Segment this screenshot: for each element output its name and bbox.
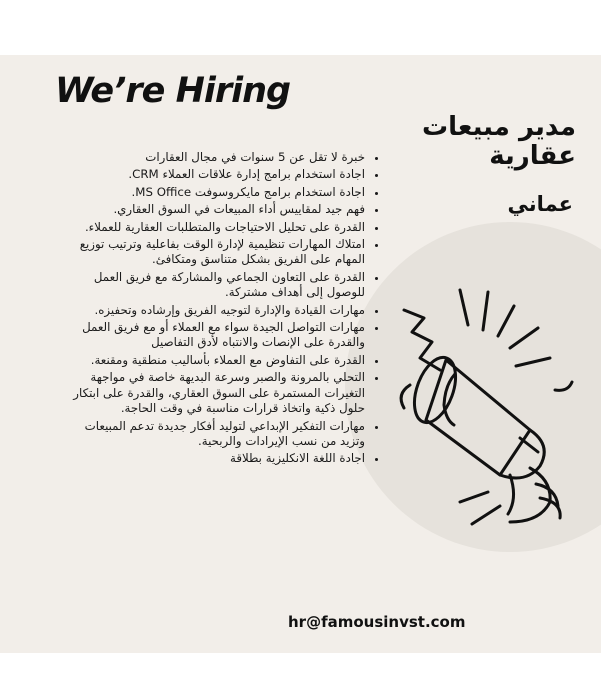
hiring-headline: We’re Hiring xyxy=(55,71,291,111)
requirement-item: • اجادة اللغة الانكليزية بطلاقة xyxy=(60,451,365,466)
requirement-item: • امتلاك المهارات تنظيمية لإدارة الوقت بفاعلية وترتيب توزيع المهام على الفريق بشكل متناسق ومتكافئ. xyxy=(60,237,365,268)
requirement-item: • مهارات التفكير الإبداعي لتوليد أفكار جديدة تدعم المبيعات وتزيد من نسب الإيرادات والربحية. xyxy=(60,419,365,450)
hiring-poster xyxy=(0,55,601,653)
megaphone-icon xyxy=(380,270,580,534)
requirement-item: • مهارات القيادة والإدارة لتوجيه الفريق وإرشاده وتحفيزه. xyxy=(60,303,365,318)
job-title: مدير مبيعات عقارية xyxy=(422,112,576,171)
requirement-item: • التحلي بالمرونة والصبر وسرعة البديهة خاصة في مواجهة التغيرات المستمرة على السوق العقاري، والقدرة على ابتكار حلول ذكية واتخاذ قرارات مناسبة في وقت الحاجة. xyxy=(60,370,365,416)
requirement-item: • مهارات التواصل الجيدة سواء مع العملاء أو مع فريق العمل والقدرة على الإنصات والانتباه لأدق التفاصيل xyxy=(60,320,365,351)
requirement-item: • القدرة على تحليل الاحتياجات والمتطلبات العقارية للعملاء. xyxy=(60,220,365,235)
requirement-item: • فهم جيد لمقاييس أداء المبيعات في السوق العقاري. xyxy=(60,202,365,217)
requirements-list xyxy=(60,150,381,469)
nationality-requirement: عماني xyxy=(507,192,573,216)
requirement-item: • القدرة على التفاوض مع العملاء بأساليب منطقية ومقنعة. xyxy=(60,353,365,368)
requirement-item: • القدرة على التعاون الجماعي والمشاركة مع فريق العمل للوصول إلى أهداف مشتركة. xyxy=(60,270,365,301)
requirement-item: • اجادة استخدام برامج مايكروسوفت MS Office. xyxy=(60,185,365,200)
requirement-item: • خبرة لا تقل عن 5 سنوات في مجال العقارات xyxy=(60,150,365,165)
contact-email: hr@famousinvst.com xyxy=(288,613,466,631)
requirement-item: • اجادة استخدام برامج إدارة علاقات العملاء CRM. xyxy=(60,167,365,182)
